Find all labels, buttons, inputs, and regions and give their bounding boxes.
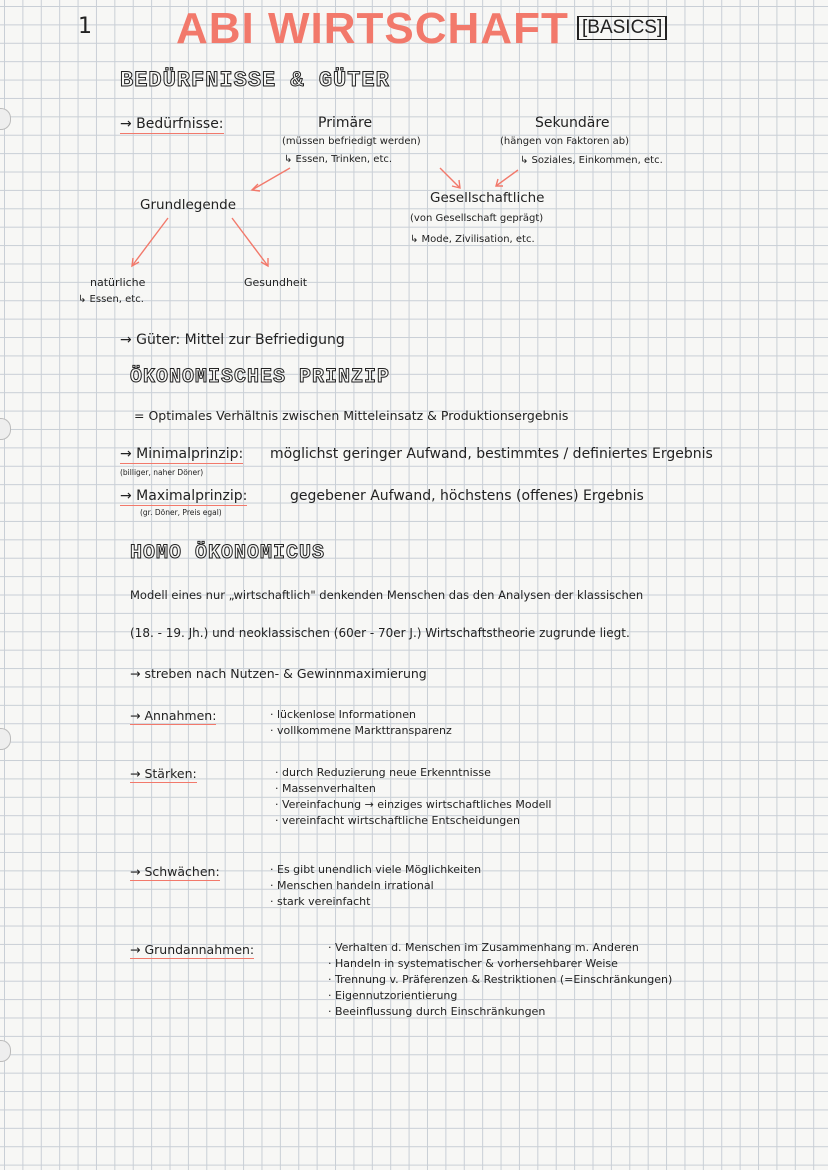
list-item: · Handeln in systematischer & vorhersehbarer Weise [328, 957, 618, 970]
title-tag: [BASICS] [577, 16, 667, 40]
beduerfnisse-label: → Bedürfnisse: [120, 116, 224, 132]
primaere-label: Primäre [318, 115, 373, 131]
primaere-note: (müssen befriedigt werden) [282, 136, 421, 147]
gesundheit-label: Gesundheit [244, 276, 308, 289]
grundannahmen-list [328, 940, 672, 1020]
list-item: · Menschen handeln irrational [270, 879, 434, 892]
prinzip-definition: = Optimales Verhältnis zwischen Mitteleinsatz & Produktionsergebnis [134, 408, 569, 423]
minimalprinzip-text: möglichst geringer Aufwand, bestimmtes / definiertes Ergebnis [270, 446, 713, 462]
arrow-grundlegende-natuerliche [132, 218, 168, 266]
sekundaere-label: Sekundäre [535, 115, 610, 131]
heading-beduerfnisse-gueter: BEDÜRFNISSE & GÜTER [120, 68, 390, 93]
natuerliche-example: ↳ Essen, etc. [78, 294, 144, 305]
gesellschaftliche-example: ↳ Mode, Zivilisation, etc. [410, 234, 535, 245]
list-item: · Trennung v. Präferenzen & Restriktionen (=Einschränkungen) [328, 973, 673, 986]
maximalprinzip-label: → Maximalprinzip: [120, 488, 248, 504]
list-item: · stark vereinfacht [270, 895, 371, 908]
gesellschaftliche-note: (von Gesellschaft geprägt) [410, 213, 544, 224]
annahmen-label: → Annahmen: [130, 708, 217, 723]
page-title: ABI WIRTSCHAFT [176, 4, 569, 53]
primaere-example: ↳ Essen, Trinken, etc. [284, 154, 393, 165]
annahmen-list [270, 707, 452, 739]
list-item: · Es gibt unendlich viele Möglichkeiten [270, 863, 482, 876]
staerken-label: → Stärken: [130, 766, 197, 781]
streben-line: → streben nach Nutzen- & Gewinnmaximierung [130, 666, 427, 681]
sekundaere-example: ↳ Soziales, Einkommen, etc. [520, 155, 663, 166]
arrow-primaere-grundlegende [252, 168, 290, 190]
heading-homo-oekonomicus: HOMO ÖKONOMICUS [130, 542, 326, 565]
list-item: · Beeinflussung durch Einschränkungen [328, 1005, 546, 1018]
schwaechen-list [270, 862, 481, 910]
list-item: · vollkommene Markttransparenz [270, 724, 452, 737]
grundlegende-label: Grundlegende [140, 197, 237, 213]
heading-oekonomisches-prinzip: ÖKONOMISCHES PRINZIP [130, 366, 391, 389]
maximalprinzip-example: (gr. Döner, Preis egal) [140, 508, 222, 517]
arrow-primaere-gesellschaftliche [440, 168, 460, 188]
natuerliche-label: natürliche [90, 276, 146, 289]
maximalprinzip-text: gegebener Aufwand, höchstens (offenes) Ergebnis [290, 488, 644, 504]
arrow-grundlegende-gesundheit [232, 218, 268, 266]
list-item: · durch Reduzierung neue Erkenntnisse [275, 766, 491, 779]
minimalprinzip-label: → Minimalprinzip: [120, 446, 244, 462]
gueter-definition: → Güter: Mittel zur Befriedigung [120, 332, 345, 348]
arrow-sekundaere-gesellschaftliche [496, 170, 518, 186]
schwaechen-label: → Schwächen: [130, 864, 220, 879]
sekundaere-note: (hängen von Faktoren ab) [500, 136, 630, 147]
list-item: · vereinfacht wirtschaftliche Entscheidungen [275, 814, 521, 827]
model-line-1: Modell eines nur „wirtschaftlich" denkenden Menschen das den Analysen der klassischen [130, 588, 644, 602]
staerken-list [275, 765, 551, 829]
list-item: · lückenlose Informationen [270, 708, 416, 721]
list-item: · Vereinfachung → einziges wirtschaftliches Modell [275, 798, 552, 811]
page-number: 1 [78, 14, 92, 39]
list-item: · Massenverhalten [275, 782, 376, 795]
gesellschaftliche-label: Gesellschaftliche [430, 190, 545, 206]
grundannahmen-label: → Grundannahmen: [130, 942, 255, 957]
minimalprinzip-example: (billiger, naher Döner) [120, 468, 204, 477]
model-line-2: (18. - 19. Jh.) und neoklassischen (60er - 70er J.) Wirtschaftstheorie zugrunde liegt. [130, 626, 630, 640]
list-item: · Eigennutzorientierung [328, 989, 458, 1002]
list-item: · Verhalten d. Menschen im Zusammenhang m. Anderen [328, 941, 639, 954]
